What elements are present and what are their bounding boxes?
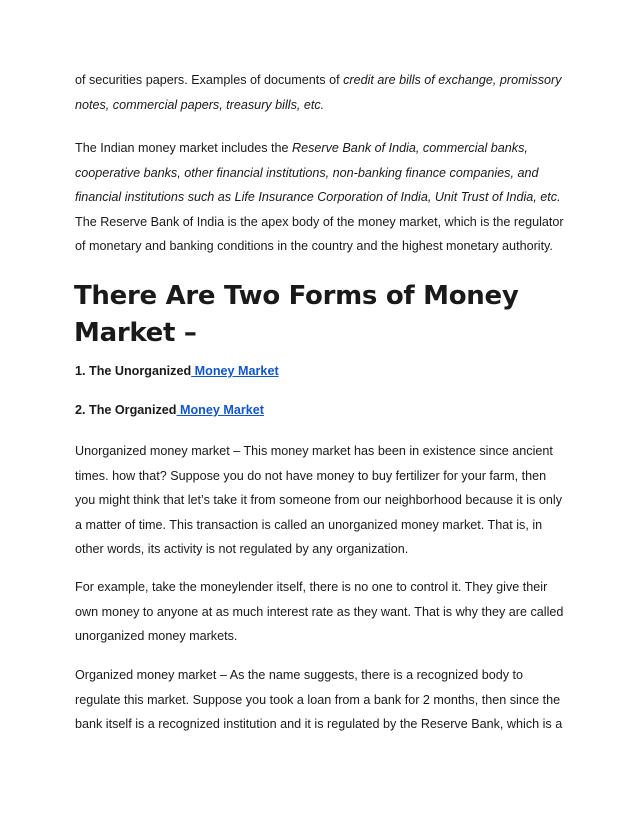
text-line: of monetary and banking conditions in the country and the highest monetary authority. — [75, 239, 553, 253]
text-line: unorganized money markets. — [75, 629, 238, 643]
paragraph-unorganized — [75, 439, 575, 562]
list-item-label: 1. The Unorganized — [75, 364, 192, 378]
list-item-unorganized — [75, 362, 279, 380]
text-line: a matter of time. This transaction is called an unorganized money market. That is, in — [75, 517, 543, 532]
italic-text-line: notes, commercial papers, treasury bills, etc. — [75, 97, 325, 112]
italic-text-line: cooperative banks, other financial institutions, non-banking finance companies, and — [75, 165, 539, 180]
italic-text-run: Reserve Bank of India, commercial banks, — [292, 141, 528, 155]
heading-line: There Are Two Forms of Money — [74, 281, 519, 311]
text-line — [75, 136, 575, 161]
italic-text-run: credit are bills of exchange, promissory — [343, 73, 562, 87]
text-line: you might think that let’s take it from someone from our neighborhood because it is only — [75, 493, 562, 507]
text-line: bank itself is a recognized institution and it is regulated by the Reserve Bank, which is a — [75, 717, 563, 731]
money-market-link[interactable]: Money Market — [191, 364, 279, 378]
paragraph-organized — [75, 663, 575, 737]
text-line: The Reserve Bank of India is the apex body of the money market, which is the regulator — [75, 214, 564, 229]
paragraph-indian-money-market — [75, 136, 575, 259]
paragraph-example-moneylender — [75, 575, 575, 649]
text-line: other words, its activity is not regulated by any organization. — [75, 542, 409, 556]
section-heading — [74, 278, 574, 352]
text-line: Organized money market – As the name suggests, there is a recognized body to — [75, 668, 524, 682]
text-line — [75, 68, 575, 93]
text-line: regulate this market. Suppose you took a loan from a bank for 2 months, then since the — [75, 692, 561, 707]
paragraph-securities — [75, 68, 575, 117]
heading-line: Market – — [74, 318, 197, 348]
text-line: Unorganized money market – This money market has been in existence since ancient — [75, 444, 553, 458]
text-line: times. how that? Suppose you do not have money to buy fertilizer for your farm, then — [75, 468, 547, 483]
money-market-link[interactable]: Money Market — [176, 403, 264, 417]
text-run: of securities papers. Examples of documents of — [75, 73, 344, 87]
list-item-label: 2. The Organized — [75, 403, 177, 417]
text-line: own money to anyone at as much interest rate as they want. That is why they are called — [75, 604, 564, 619]
text-line: For example, take the moneylender itself, there is no one to control it. They give their — [75, 580, 548, 594]
list-item-organized — [75, 401, 264, 419]
italic-text-line: financial institutions such as Life Insurance Corporation of India, Unit Trust of India, etc. — [75, 190, 561, 204]
text-run: The Indian money market includes the — [75, 141, 293, 155]
